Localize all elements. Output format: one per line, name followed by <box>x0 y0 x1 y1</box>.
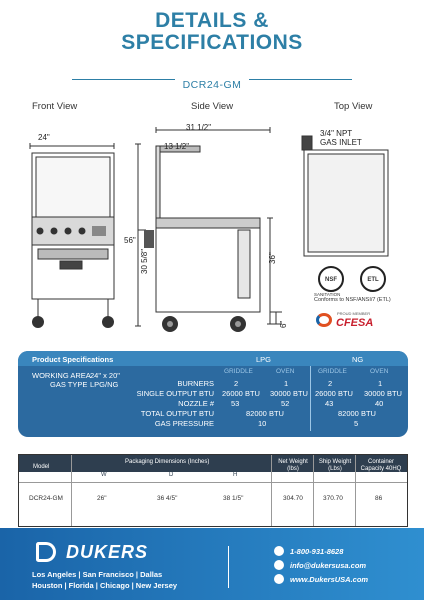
row-capacity: 86 <box>375 495 383 502</box>
lpg-griddle-label: GRIDDLE <box>224 368 253 375</box>
cfesa-text: CFESA <box>336 317 374 329</box>
spec-cell: 1 <box>378 379 383 388</box>
brand-name: DUKERS <box>66 542 149 562</box>
row-model: DCR24-GM <box>29 495 63 502</box>
front-view-drawing <box>18 128 122 334</box>
body-height-dimension: 36" <box>268 252 277 264</box>
top-view-drawing <box>296 128 392 258</box>
footer-divider <box>228 546 229 588</box>
title-line-2: SPECIFICATIONS <box>121 31 303 54</box>
spec-divider <box>310 366 311 431</box>
leg-height-dimension: 6" <box>279 320 288 328</box>
globe-icon <box>274 574 284 584</box>
gas-type-value: LPG/NG <box>90 380 119 389</box>
cfesa-logo-icon <box>316 313 332 327</box>
conformity-text: Conforms to NSF/ANSI/7 (ETL) <box>314 297 391 303</box>
spec-cell: 5 <box>354 419 359 428</box>
cfesa-proud: PROUD MEMBER <box>337 311 371 316</box>
header-model: Model <box>33 464 50 470</box>
sanitation-label: SANITATION <box>314 292 341 297</box>
working-area-value: 24" x 20" <box>90 371 120 380</box>
header-dimensions: Packaging Dimensions (Inches) <box>125 459 210 465</box>
title-line-1: DETAILS & <box>155 9 269 32</box>
row-ship: 370.70 <box>323 495 343 502</box>
dukers-logo-icon <box>36 542 56 562</box>
spec-cell: 40 <box>375 399 384 408</box>
cities-line-1: Los Angeles | San Francisco | Dallas <box>32 570 163 579</box>
spec-title: Product Specifications <box>32 355 114 364</box>
header-h: H <box>233 472 238 478</box>
working-area-label: WORKING AREA <box>32 371 91 380</box>
spec-cell: 52 <box>281 399 290 408</box>
header-d: D <box>169 472 174 478</box>
model-number: DCR24-GM <box>0 79 424 91</box>
front-width-dimension: 24" <box>38 133 50 142</box>
spec-cell: 2 <box>328 379 333 388</box>
spec-cell: 82000 BTU <box>338 409 376 418</box>
row-d: 36 4/5" <box>157 495 178 502</box>
col-divider <box>355 455 356 526</box>
packaging-table <box>18 454 408 527</box>
lpg-oven-label: OVEN <box>276 368 295 375</box>
spec-row-label: NOZZLE # <box>178 399 214 408</box>
ng-griddle-label: GRIDDLE <box>318 368 347 375</box>
email-icon <box>274 560 284 570</box>
col-divider <box>271 455 272 526</box>
top-view-label: Top View <box>334 101 373 112</box>
header-w: W <box>101 472 107 478</box>
email-address[interactable]: info@dukersusa.com <box>290 561 367 570</box>
page-title <box>0 10 424 54</box>
phone-number[interactable]: 1-800-931-8628 <box>290 547 344 556</box>
spec-cell: 1 <box>284 379 289 388</box>
row-h: 38 1/5" <box>223 495 244 502</box>
ng-oven-label: OVEN <box>370 368 389 375</box>
header-container: Container Capacity 40HQ <box>360 459 402 472</box>
spec-row-label: TOTAL OUTPUT BTU <box>140 409 214 418</box>
phone-icon <box>274 546 284 556</box>
spec-cell: 82000 BTU <box>246 409 284 418</box>
side-view-drawing <box>120 118 290 336</box>
front-view-label: Front View <box>32 101 78 112</box>
spec-cell: 10 <box>258 419 267 428</box>
row-net: 304.70 <box>283 495 303 502</box>
spec-row-label: SINGLE OUTPUT BTU <box>136 389 214 398</box>
lower-height-dimension: 30 5/8" <box>140 248 149 274</box>
header-net-weight: Net Weight (lbs) <box>278 459 308 472</box>
total-height-dimension: 56" <box>124 236 136 245</box>
nsf-sanitation-seal: NSF <box>318 266 344 292</box>
side-depth-dimension: 31 1/2" <box>186 123 212 132</box>
product-specifications-panel <box>18 351 408 437</box>
side-top-dimension: 13 1/2" <box>164 142 190 151</box>
row-w: 26" <box>97 495 107 502</box>
spec-cell: 43 <box>325 399 334 408</box>
spec-cell: 30000 BTU <box>270 389 308 398</box>
header-ship-weight: Ship Weight (Lbs) <box>318 459 352 472</box>
spec-cell: 53 <box>231 399 240 408</box>
col-divider <box>71 455 72 526</box>
etl-seal: ETL <box>360 266 386 292</box>
gas-type-label: GAS TYPE <box>50 380 88 389</box>
row-divider <box>19 482 407 483</box>
footer <box>0 528 424 600</box>
spec-row-label: GAS PRESSURE <box>154 419 214 428</box>
spec-cell: 26000 BTU <box>222 389 260 398</box>
website-link[interactable]: www.DukersUSA.com <box>290 575 369 584</box>
spec-cell: 30000 BTU <box>364 389 402 398</box>
gas-inlet-label: 3/4" NPT GAS INLET <box>320 129 362 147</box>
spec-cell: 26000 BTU <box>315 389 353 398</box>
spec-col-ng: NG <box>352 355 364 364</box>
cities-line-2: Houston | Florida | Chicago | New Jersey <box>32 581 178 590</box>
side-view-label: Side View <box>191 101 234 112</box>
spec-cell: 2 <box>234 379 239 388</box>
spec-row-label: BURNERS <box>177 379 214 388</box>
spec-col-lpg: LPG <box>256 355 272 364</box>
col-divider <box>313 455 314 526</box>
